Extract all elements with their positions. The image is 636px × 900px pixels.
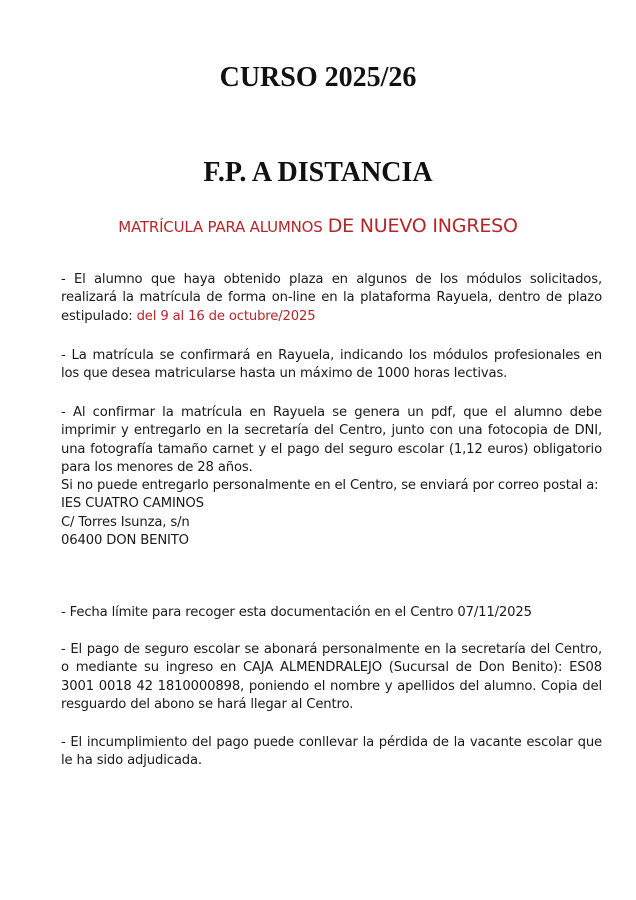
paragraph-documentation [61,404,602,550]
paragraph-text: - El incumplimiento del pago puede conllevar la pérdida de la vacante escolar que le ha sido adjudicada. [61,735,602,769]
paragraph-text: - El alumno que haya obtenido plaza en algunos de los módulos solicitados, realizará la matrícula de forma on-line en la plataforma Rayuela, dentro de plazo estipulado: [61,272,602,324]
address-name: IES CUATRO CAMINOS [61,496,204,512]
subtitle-part-small: MATRÍCULA PARA ALUMNOS [118,218,323,236]
enrollment-period: del 9 al 16 de octubre/2025 [136,308,316,324]
paragraph-insurance-payment [61,641,602,714]
paragraph-text: - La matrícula se confirmará en Rayuela, indicando los módulos profesionales en los que desea matricularse hasta un máximo de 1000 horas lectivas. [61,348,602,382]
course-title: CURSO 2025/26 [219,62,417,93]
address-street: C/ Torres Isunza, s/n [61,514,190,530]
paragraph-online-enrollment [61,271,602,326]
paragraph-deadline [61,604,602,622]
postal-note: Si no puede entregarlo personalmente en el Centro, se enviará por correo postal a: [61,478,599,494]
postal-address [61,495,602,550]
paragraph-confirmation [61,347,602,384]
paragraph-text: - Al confirmar la matrícula en Rayuela se genera un pdf, que el alumno debe imprimir y entregarlo en la secretaría del Centro, junto con una fotocopia de DNI, una fotografía tamaño carnet y el pago del seguro escolar (1,12 euros) obligatorio para los menores de 28 años. [61,405,602,475]
enrollment-subtitle [0,213,636,240]
program-title: F.P. A DISTANCIA [203,157,433,188]
address-city: 06400 DON BENITO [61,533,189,549]
paragraph-text: - El pago de seguro escolar se abonará personalmente en la secretaría del Centro, o mediante su ingreso en CAJA ALMENDRALEJO (Sucursal de Don Benito): ES08 3001 0018 42 1810000898, poniendo el nombre y apellidos del alumno. Copia del resguardo del abono se hará llegar al Centro. [61,642,602,712]
subtitle-part-large: DE NUEVO INGRESO [327,215,518,237]
paragraph-text: - Fecha límite para recoger esta documentación en el Centro 07/11/2025 [61,605,532,620]
paragraph-nonpayment-warning [61,734,602,771]
